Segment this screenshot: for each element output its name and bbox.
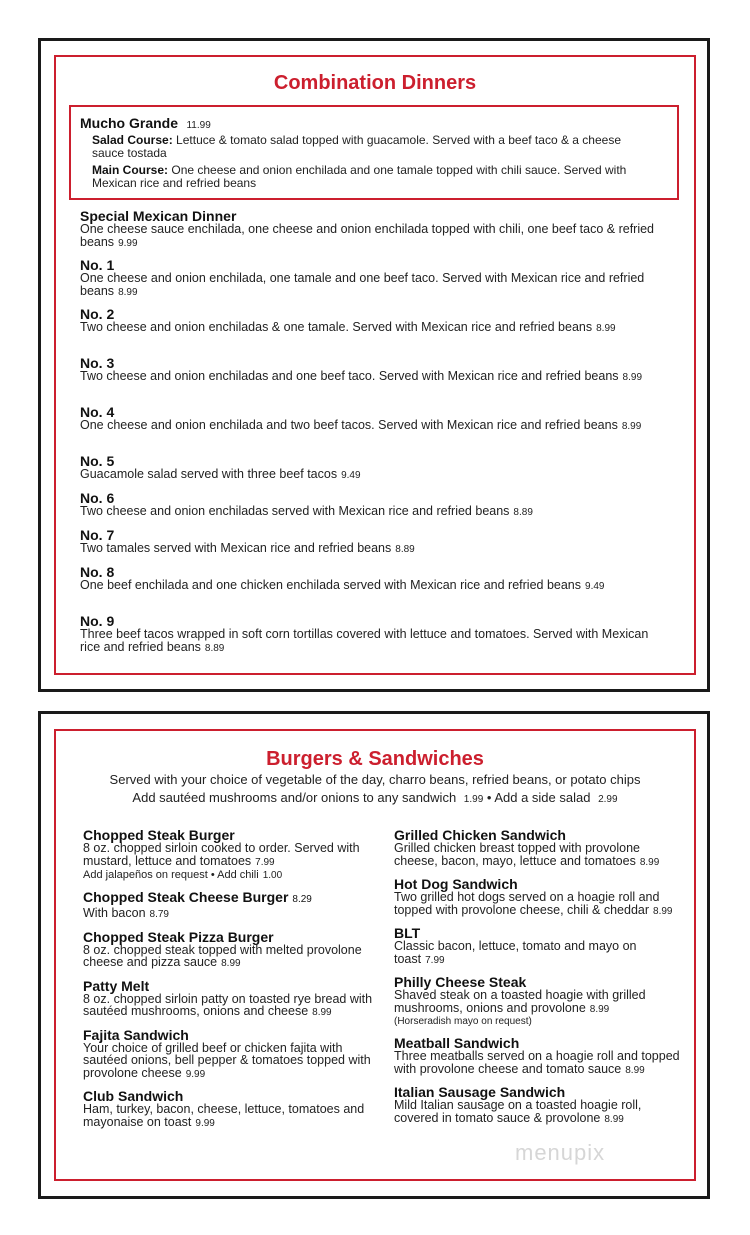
combo-item-price: 8.89 <box>395 544 415 555</box>
combo-item-price: 8.99 <box>118 286 138 298</box>
combo-item-price: 8.99 <box>596 323 616 334</box>
combo-item-price: 8.89 <box>204 642 225 654</box>
combo-item-price: 9.49 <box>585 581 605 592</box>
menu-item-desc: Ham, turkey, bacon, cheese, lettuce, tomatoes and mayonaise on toast <box>83 1102 365 1129</box>
combo-item <box>80 528 670 557</box>
combo-item-name: No. 2 <box>80 306 115 322</box>
combo-item <box>80 454 670 483</box>
menupix-watermark: menupix <box>515 1140 606 1165</box>
intro-side-salad-text: • Add a side salad <box>486 790 591 805</box>
menu-item-desc: 8 oz. chopped sirloin cooked to order. Served with mustard, lettuce and tomatoes <box>83 841 360 868</box>
mucho-grande-item <box>80 115 670 133</box>
menu-item-name: Chopped Steak Cheese Burger <box>83 889 289 905</box>
menu-item-note: (Horseradish mayo on request) <box>394 1016 532 1027</box>
menu-item-desc: Shaved steak on a toasted hoagie with grilled mushrooms, onions and provolone <box>394 988 646 1015</box>
menu-item-desc: Your choice of grilled beef or chicken fajita with sautéed onions, bell pepper & tomatoes topped with provolone cheese <box>83 1040 371 1080</box>
combo-item-desc: Two cheese and onion enchiladas & one tamale. Served with Mexican rice and refried beans <box>80 320 593 334</box>
combo-item <box>80 614 670 655</box>
combo-item-desc: One beef enchilada and one chicken enchilada served with Mexican rice and refried beans <box>80 578 582 592</box>
menu-item-name: Grilled Chicken Sandwich <box>394 827 566 843</box>
menu-item <box>83 930 375 971</box>
menu-item-note: Add jalapeños on request • Add chili <box>83 869 259 881</box>
menu-item-name: Club Sandwich <box>83 1088 184 1104</box>
salad-course-text: Lettuce & tomato salad topped with guacamole. Served with a beef taco & a cheese sauce tostada <box>92 133 621 160</box>
menu-item <box>83 828 375 882</box>
menu-item-price: 8.99 <box>589 1003 610 1015</box>
combo-item-name: No. 4 <box>80 404 115 420</box>
intro-addon-price: 1.99 <box>463 794 484 805</box>
menu-item <box>394 828 686 869</box>
burgers-title: Burgers & Sandwiches <box>266 748 484 770</box>
menu-item-desc: Grilled chicken breast topped with provolone cheese, bacon, mayo, lettuce and tomatoes <box>394 841 640 868</box>
combo-item-desc: Two tamales served with Mexican rice and refried beans <box>80 541 392 555</box>
combo-item-price: 8.99 <box>621 421 642 432</box>
menu-item <box>394 877 686 918</box>
menu-item-price: 8.99 <box>639 856 660 868</box>
menu-item-price: 8.99 <box>312 1007 332 1018</box>
mucho-grande-name: Mucho Grande <box>80 115 179 131</box>
burgers-intro-line2 <box>0 789 750 809</box>
menu-item-note-price: 1.00 <box>262 870 283 881</box>
combo-item-desc: Guacamole salad served with three beef tacos <box>80 467 338 481</box>
menu-item-desc: Mild Italian sausage on a toasted hoagie roll, covered in tomato sauce & provolone <box>394 1098 642 1125</box>
menu-item-name: Hot Dog Sandwich <box>394 876 518 892</box>
menu-item-price: 8.99 <box>604 1113 624 1125</box>
combo-item <box>80 258 670 299</box>
combo-item-name: No. 1 <box>80 257 115 273</box>
menu-item-desc: Two grilled hot dogs served on a hoagie roll and topped with provolone cheese, chili & cheddar <box>394 890 660 917</box>
menu-item-name: Chopped Steak Burger <box>83 827 235 843</box>
combo-item <box>80 405 670 434</box>
menu-item <box>394 926 686 967</box>
menu-item <box>394 975 686 1028</box>
combo-item-desc: One cheese and onion enchilada, one tamale and one beef taco. Served with Mexican rice and refried beans <box>80 271 645 298</box>
menu-item-desc: Classic bacon, lettuce, tomato and mayo on toast <box>394 939 637 966</box>
intro-addon-text: Add sautéed mushrooms and/or onions to any sandwich <box>132 790 457 805</box>
combo-item <box>80 209 670 250</box>
menu-item-desc: Three meatballs served on a hoagie roll and topped with provolone cheese and tomato sauce <box>394 1049 680 1076</box>
combo-item-price: 8.89 <box>513 507 533 518</box>
combination-title: Combination Dinners <box>273 72 477 94</box>
menu-item-price: 7.99 <box>425 954 445 966</box>
menu-item <box>83 890 375 922</box>
menu-item-price: 9.99 <box>185 1068 206 1080</box>
combo-item-price: 9.49 <box>341 470 361 481</box>
combo-item <box>80 565 670 594</box>
menu-item-name: Italian Sausage Sandwich <box>394 1084 566 1100</box>
menu-item-price: 8.99 <box>653 905 673 917</box>
menu-item-price: 9.99 <box>195 1117 215 1129</box>
combo-item-price: 9.99 <box>118 237 138 249</box>
salad-course-label: Salad Course: <box>92 133 173 147</box>
mucho-main-course <box>92 164 652 190</box>
main-course-label: Main Course: <box>92 163 169 177</box>
menu-item <box>394 1085 686 1126</box>
menu-item-name: Fajita Sandwich <box>83 1026 189 1043</box>
menu-item-price: 8.99 <box>625 1064 645 1076</box>
burgers-intro-line1: Served with your choice of vegetable of the day, charro beans, refried beans, or potato chips <box>109 772 641 787</box>
intro-side-salad-price: 2.99 <box>598 794 618 805</box>
menu-item-name: Patty Melt <box>83 977 150 994</box>
menu-item-name: Chopped Steak Pizza Burger <box>83 928 274 945</box>
menu-item-name: Meatball Sandwich <box>394 1035 520 1051</box>
combo-item-desc: One cheese and onion enchilada and two beef tacos. Served with Mexican rice and refried beans <box>80 418 618 432</box>
menu-item-desc: 8 oz. chopped sirloin patty on toasted rye bread with sautéed mushrooms, onions and cheese <box>83 991 373 1018</box>
combo-item <box>80 356 670 385</box>
menu-item-price: 8.79 <box>149 909 169 920</box>
combo-item-name: Special Mexican Dinner <box>80 208 237 224</box>
menu-item-name: Philly Cheese Steak <box>394 974 527 990</box>
combo-item <box>80 307 670 336</box>
combo-item-name: No. 7 <box>80 527 115 543</box>
menu-item <box>83 979 375 1020</box>
combo-item-name: No. 8 <box>80 564 115 580</box>
menu-item <box>83 1028 375 1082</box>
combo-item-desc: Two cheese and onion enchiladas served with Mexican rice and refried beans <box>80 504 510 518</box>
combo-item-desc: Two cheese and onion enchiladas and one beef taco. Served with Mexican rice and refried beans <box>80 369 619 383</box>
menu-item <box>83 1089 375 1130</box>
combo-item-name: No. 5 <box>80 453 115 469</box>
menu-item-desc: With bacon <box>83 906 146 920</box>
menu-item-price: 7.99 <box>255 856 275 868</box>
combo-item <box>80 491 670 520</box>
combo-item-desc: One cheese sauce enchilada, one cheese and onion enchilada topped with chili, one beef taco & refried beans <box>80 222 655 249</box>
menu-item <box>394 1036 686 1077</box>
menu-item-name-price: 8.29 <box>292 894 312 905</box>
burgers-right-column <box>394 828 686 1134</box>
combo-item-name: No. 9 <box>80 613 115 629</box>
combo-item-price: 8.99 <box>622 372 643 383</box>
combo-item-name: No. 3 <box>80 355 115 371</box>
burgers-left-column <box>83 828 375 1138</box>
mucho-grande-price: 11.99 <box>186 120 211 131</box>
menu-item-price: 8.99 <box>221 958 241 969</box>
menu-item-name: BLT <box>394 925 421 941</box>
combo-item-desc: Three beef tacos wrapped in soft corn tortillas covered with lettuce and tomatoes. Served with Mexican rice and refried beans <box>80 627 649 654</box>
combo-item-name: No. 6 <box>80 490 115 506</box>
main-course-text: One cheese and onion enchilada and one tamale topped with chili sauce. Served with Mexican rice and refried beans <box>92 163 627 190</box>
menu-item-desc: 8 oz. chopped steak topped with melted provolone cheese and pizza sauce <box>83 942 362 969</box>
mucho-salad-course <box>92 134 652 160</box>
